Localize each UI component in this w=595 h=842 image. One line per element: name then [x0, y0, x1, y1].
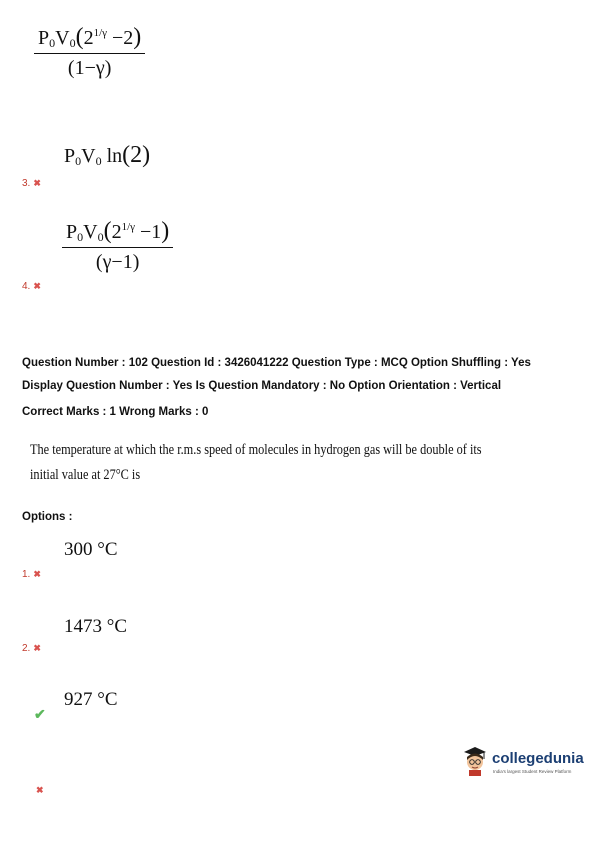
- option-number: 1.: [22, 569, 31, 580]
- question-marks-line: Correct Marks : 1 Wrong Marks : 0: [22, 406, 209, 418]
- question-text-line-1: The temperature at which the r.m.s speed of molecules in hydrogen gas will be double of its: [30, 442, 482, 458]
- option-2-marker: [22, 638, 41, 656]
- brand-name: collegedunia: [492, 750, 584, 767]
- prev-option-3-formula: $P_0V_0$ ln(2): [64, 142, 151, 168]
- question-text-line-2: initial value at 27°C is: [30, 467, 141, 483]
- option-number: 2.: [22, 643, 31, 654]
- options-label: Options :: [22, 511, 73, 523]
- option-3-value: 927 °C: [64, 689, 118, 710]
- option-3-marker: [34, 706, 46, 724]
- mascot-logo-icon: [462, 744, 488, 776]
- cross-icon: ✖: [33, 281, 41, 291]
- option-1-value: 300 °C: [64, 539, 118, 560]
- option-number: 4.: [22, 281, 31, 292]
- cross-icon: ✖: [33, 643, 41, 653]
- question-meta-line-2: Display Question Number : Yes Is Question Mandatory : No Option Orientation : Vertical: [22, 380, 502, 392]
- brand-tagline: India's largest Student Review Platform: [493, 769, 572, 774]
- option-number: 3.: [22, 178, 31, 189]
- prev-option-4-marker: [22, 276, 41, 294]
- question-meta-line-1: Question Number : 102 Question Id : 3426041222 Question Type : MCQ Option Shuffling : Yes: [22, 357, 531, 369]
- option-4-marker: [33, 780, 44, 798]
- prev-option-2-formula: $\frac{P_0V_0(2^{1/\gamma} -2)}{(1-\gamma)}$: [34, 24, 145, 80]
- option-2-value: 1473 °C: [64, 616, 128, 637]
- option-1-marker: [22, 564, 41, 582]
- cross-icon: ✖: [33, 178, 41, 188]
- check-icon: ✔: [34, 706, 46, 722]
- cross-icon: ✖: [36, 785, 44, 795]
- collegedunia-watermark: [462, 744, 582, 778]
- prev-option-3-marker: [22, 173, 41, 191]
- cross-icon: ✖: [33, 569, 41, 579]
- prev-option-4-formula: $\frac{P_0V_0(2^{1/\gamma} -1)}{(\gamma-1)}$: [62, 218, 173, 274]
